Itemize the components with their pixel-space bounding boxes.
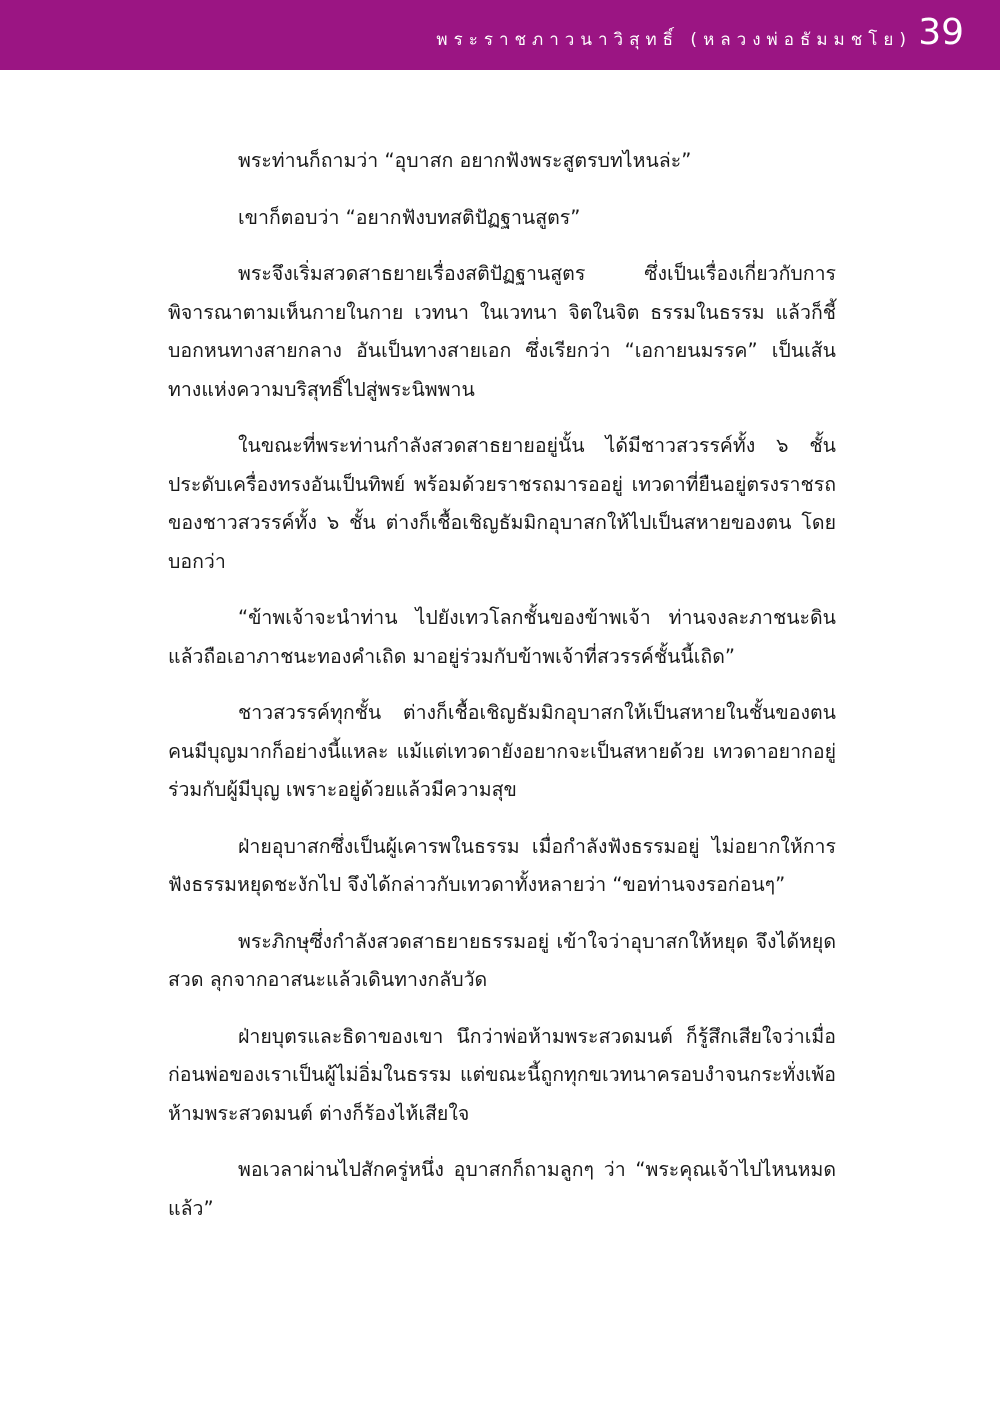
paragraph: เขาก็ตอบว่า “อยากฟังบทสติปัฏฐานสูตร” <box>238 205 581 229</box>
running-header-title: พระราชภาวนาวิสุทธิ์ (หลวงพ่อธัมมชโย) <box>436 30 912 50</box>
header-band <box>0 0 1000 70</box>
paragraph: พอเวลาผ่านไปสักครู่หนึ่ง อุบาสกก็ถามลูกๆ ว่า “พระคุณเจ้าไปไหนหมดแล้ว” <box>168 1158 836 1220</box>
paragraph: พระจึงเริ่มสวดสาธยายเรื่องสติปัฏฐานสูตร ซึ่งเป็นเรื่องเกี่ยวกับการพิจารณาตามเห็นกายในกาย เวทนา ในเวทนา จิตในจิต ธรรมในธรรม แล้วก็ชี้บอกหนทางสายกลาง อันเป็นทางสายเอก ซึ่งเรียกว่า “เอกายนมรรค” เป็นเส้นทางแห่งความบริสุทธิ์ไปสู่พระนิพพาน <box>168 262 836 401</box>
body-text <box>168 142 836 1246</box>
paragraph: ฝ่ายอุบาสกซึ่งเป็นผู้เคารพในธรรม เมื่อกำลังฟังธรรมอยู่ ไม่อยากให้การฟังธรรมหยุดชะงักไป จึงได้กล่าวกับเทวดาทั้งหลายว่า “ขอท่านจงรอก่อนๆ” <box>168 834 836 896</box>
paragraph: พระภิกษุซึ่งกำลังสวดสาธยายธรรมอยู่ เข้าใจว่าอุบาสกให้หยุด จึงได้หยุดสวด ลุกจากอาสนะแล้วเดินทางกลับวัด <box>168 929 836 991</box>
paragraph: ฝ่ายบุตรและธิดาของเขา นึกว่าพ่อห้ามพระสวดมนต์ ก็รู้สึกเสียใจว่าเมื่อก่อนพ่อของเราเป็นผู้ไม่อิ่มในธรรม แต่ขณะนี้ถูกทุกขเวทนาครอบงำจนกระทั่งเพ้อ ห้ามพระสวดมนต์ ต่างก็ร้องไห้เสียใจ <box>168 1024 836 1125</box>
paragraph: “ข้าพเจ้าจะนำท่าน ไปยังเทวโลกชั้นของข้าพเจ้า ท่านจงละภาชนะดินแล้วถือเอาภาชนะทองคำเถิด มาอยู่ร่วมกับข้าพเจ้าที่สวรรค์ชั้นนี้เถิด” <box>168 606 836 668</box>
page-number: 39 <box>918 12 964 53</box>
paragraph: ในขณะที่พระท่านกำลังสวดสาธยายอยู่นั้น ได้มีชาวสวรรค์ทั้ง ๖ ชั้น ประดับเครื่องทรงอันเป็นทิพย์ พร้อมด้วยราชรถมารออยู่ เทวดาที่ยืนอยู่ตรงราชรถของชาวสวรรค์ทั้ง ๖ ชั้น ต่างก็เชื้อเชิญธัมมิกอุบาสกให้ไปเป็นสหายของตน โดยบอกว่า <box>168 434 836 573</box>
paragraph: ชาวสวรรค์ทุกชั้น ต่างก็เชื้อเชิญธัมมิกอุบาสกให้เป็นสหายในชั้นของตน คนมีบุญมากก็อย่างนี้แหละ แม้แต่เทวดายังอยากจะเป็นสหายด้วย เทวดาอยากอยู่ร่วมกับผู้มีบุญ เพราะอยู่ด้วยแล้วมีความสุข <box>168 701 836 801</box>
paragraph: พระท่านก็ถามว่า “อุบาสก อยากฟังพระสูตรบทไหนล่ะ” <box>238 149 692 172</box>
